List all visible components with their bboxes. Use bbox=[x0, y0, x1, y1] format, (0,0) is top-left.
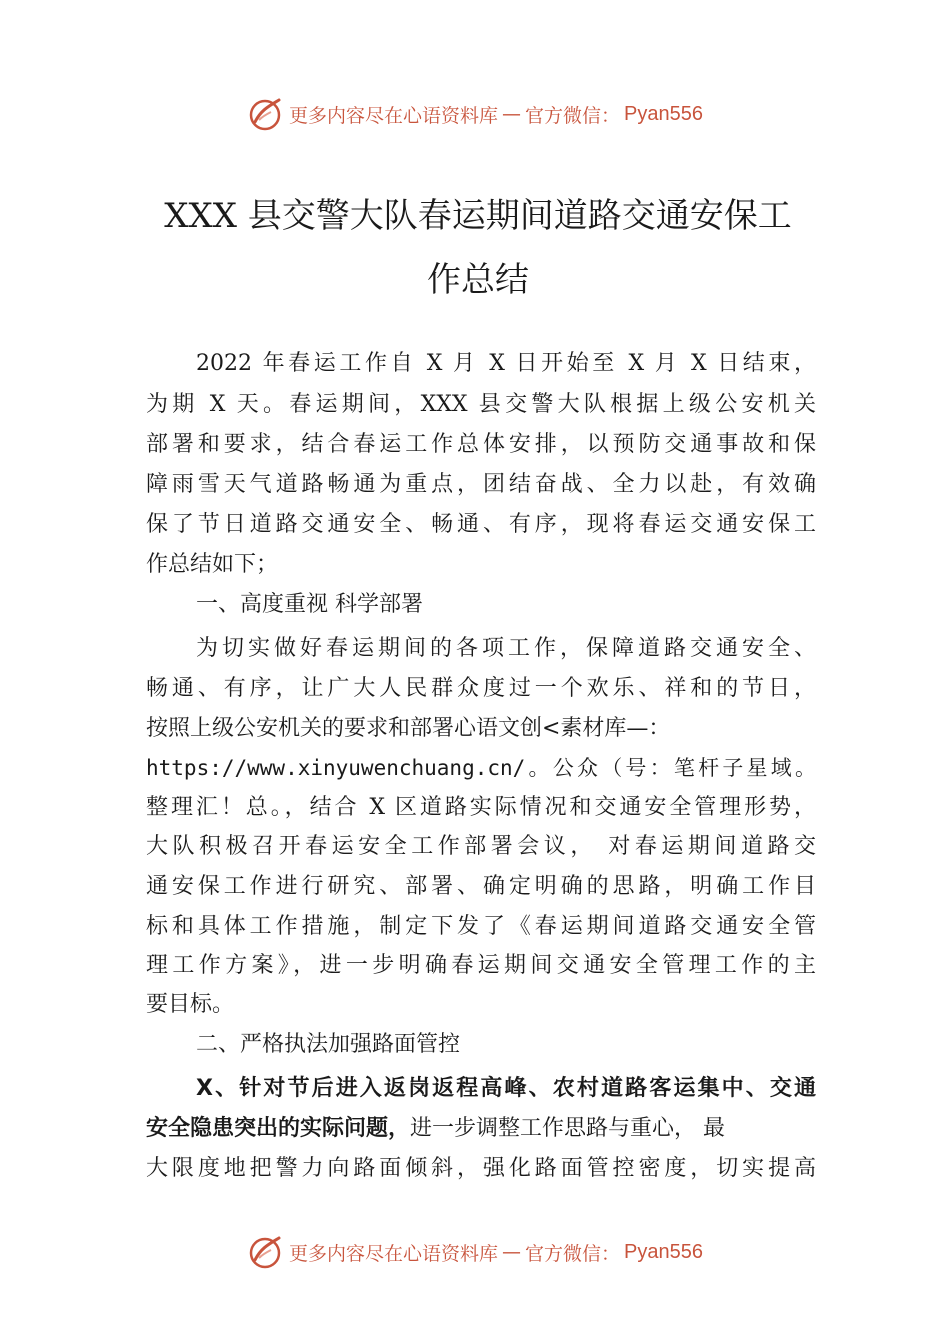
paragraph-2-line: 大队积极召开春运安全工作部署会议， 对春运期间道路交 bbox=[146, 834, 816, 859]
document-title-line-2: 作总结 bbox=[427, 260, 529, 300]
header-banner bbox=[0, 94, 950, 134]
paragraph-1-line: 2022 年春运工作自 X 月 X 日开始至 X 月 X 日结束， bbox=[196, 351, 816, 376]
paragraph-2-url-line: https://www.xinyuwenchuang.cn/。公众（号：笔杆子星域。 bbox=[146, 756, 816, 780]
banner-sub-text: 官方微信： bbox=[525, 1242, 621, 1265]
paragraph-3-rest: 进一步调整工作思路与重心， 最 bbox=[410, 1116, 726, 1141]
brush-logo-icon bbox=[247, 96, 283, 132]
section-heading-2: 二、严格执法加强路面管控 bbox=[196, 1032, 461, 1057]
banner-wechat-id: Pyan556 bbox=[624, 1240, 703, 1263]
paragraph-1-line: 为期 X 天。春运期间，XXX 县交警大队根据上级公安机关 bbox=[146, 392, 816, 417]
footer-banner bbox=[0, 1232, 950, 1272]
paragraph-1-line: 作总结如下； bbox=[146, 552, 279, 577]
paragraph-2-line: 通安保工作进行研究、部署、确定明确的思路，明确工作目 bbox=[146, 874, 816, 899]
paragraph-2-line: 为切实做好春运期间的各项工作，保障道路交通安全、 bbox=[196, 636, 816, 661]
paragraph-3-line-2 bbox=[146, 1114, 816, 1144]
paragraph-3-bold-lead: 安全隐患突出的实际问题， bbox=[146, 1116, 411, 1141]
paragraph-2-line: 理工作方案》，进一步明确春运期间交通安全管理工作的主 bbox=[146, 953, 816, 978]
paragraph-1-line: 部署和要求，结合春运工作总体安排，以预防交通事故和保 bbox=[146, 432, 816, 457]
paragraph-2-line: 按照上级公安机关的要求和部署心语文创<素材库—： bbox=[146, 716, 671, 741]
banner-dash: — bbox=[502, 1241, 522, 1263]
banner-main-text: 更多内容尽在心语资料库 bbox=[289, 1242, 499, 1265]
banner-sub-text: 官方微信： bbox=[525, 104, 621, 127]
paragraph-3-line-3: 大限度地把警力向路面倾斜，强化路面管控密度，切实提高 bbox=[146, 1156, 816, 1181]
paragraph-3-bold-line: X、针对节后进入返岗返程高峰、农村道路客运集中、交通 bbox=[196, 1076, 816, 1101]
paragraph-2-line: 整理汇！总。，结合 X 区道路实际情况和交通安全管理形势， bbox=[146, 795, 816, 820]
paragraph-2-line: 要目标。 bbox=[146, 992, 235, 1017]
banner-main-text: 更多内容尽在心语资料库 bbox=[289, 104, 499, 127]
paragraph-2-line: 畅通、有序，让广大人民群众度过一个欢乐、祥和的节日， bbox=[146, 676, 816, 701]
banner-wechat-id: Pyan556 bbox=[624, 102, 703, 125]
paragraph-1-line: 保了节日道路交通安全、畅通、有序，现将春运交通安保工 bbox=[146, 512, 816, 537]
paragraph-2-line: 标和具体工作措施，制定下发了《春运期间道路交通安全管 bbox=[146, 914, 816, 939]
banner-dash: — bbox=[502, 103, 522, 125]
section-heading-1: 一、高度重视 科学部署 bbox=[196, 592, 423, 617]
brush-logo-icon bbox=[247, 1234, 283, 1270]
paragraph-1-line: 障雨雪天气道路畅通为重点，团结奋战、全力以赴，有效确 bbox=[146, 472, 816, 497]
document-title-line-1: XXX 县交警大队春运期间道路交通安保工 bbox=[164, 196, 792, 236]
